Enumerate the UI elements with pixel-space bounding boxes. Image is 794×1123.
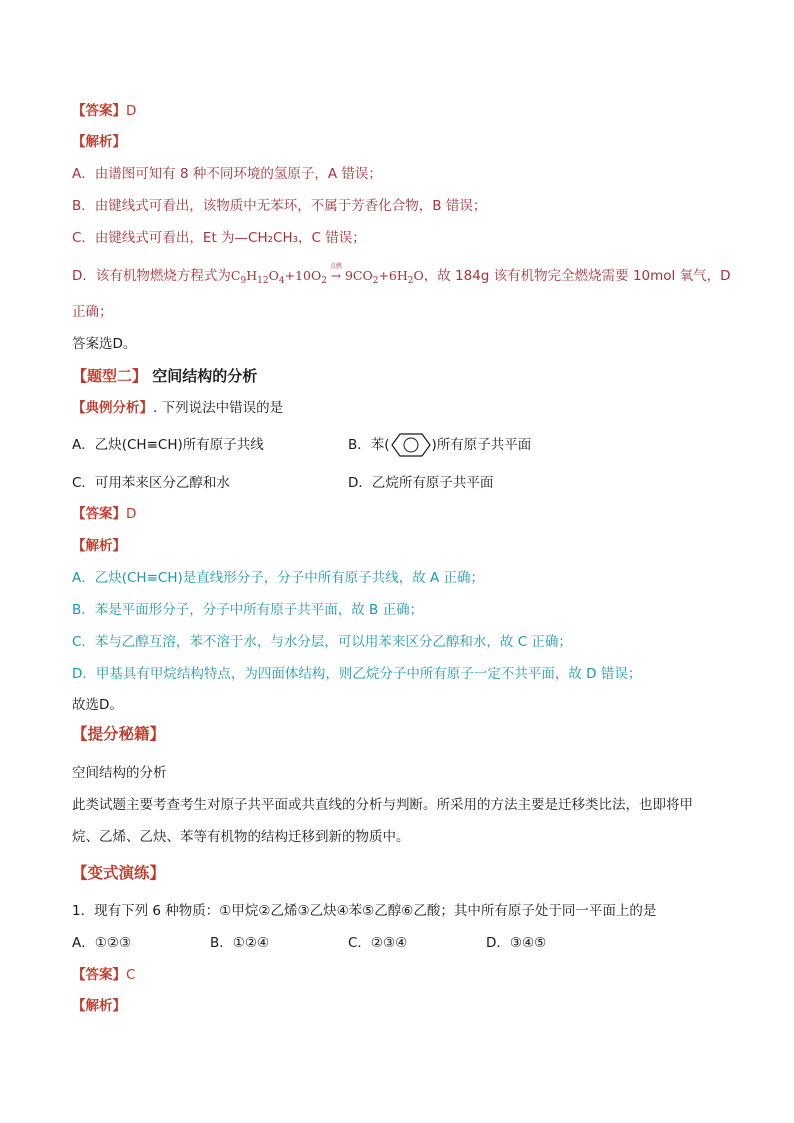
section-title-4: 【变式演练】	[72, 864, 166, 882]
q1-option-d: D．③④⑤	[486, 935, 547, 951]
analysis-line-d: D．该有机物燃烧方程式为$C_9H_{12}O_4+10O_2$ 点燃 → $9CO_2+6H_2O$，故 184g 该有机物完全燃烧需要 10mol 氧气，D	[72, 266, 731, 291]
option-d: D．乙烷所有原子共平面	[348, 475, 494, 491]
analysis2-line-c: C．苯与乙醇互溶，苯不溶于水，与水分层，可以用苯来区分乙醇和水，故 C 正确；	[72, 634, 572, 650]
analysis2-line-a: A．乙炔(CH≡CH)是直线形分子，分子中所有原子共线，故 A 正确；	[72, 570, 485, 586]
analysis-line-c: C．由键线式可看出，Et 为—CH₂CH₃，C 错误；	[72, 230, 366, 246]
option-b: B．苯( )所有原子共平面	[348, 432, 531, 458]
answer-value: D	[126, 103, 137, 119]
reaction-condition: 点燃	[329, 263, 342, 270]
conclusion-2: 故选D。	[72, 697, 123, 713]
example-line: 【典例分析】. 下列说法中错误的是	[72, 400, 284, 416]
conclusion-1: 答案选D。	[72, 336, 137, 352]
question-1: 1．现有下列 6 种物质：①甲烷②乙烯③乙炔④苯⑤乙醇⑥乙酸；其中所有原子处于同一平面上的是	[72, 903, 657, 919]
analysis-tag-3: 【解析】	[72, 998, 126, 1014]
answer-tag: 【答案】	[72, 103, 126, 119]
analysis-line-b: B．由键线式可看出，该物质中无苯环，不属于芳香化合物，B 错误；	[72, 198, 487, 214]
section-title-2: 【题型二】 空间结构的分析	[72, 367, 258, 385]
q1-option-c: C．②③④	[348, 935, 408, 951]
analysis-line-d-cont: 正确；	[72, 304, 113, 320]
reaction-arrow: 点燃 →	[327, 266, 345, 286]
q1-option-a: A．①②③	[72, 935, 132, 951]
analysis2-line-d: D．甲基具有甲烷结构特点，为四面体结构，则乙烷分子中所有原子一定不共平面，故 D 错误；	[72, 666, 642, 682]
analysis-tag-2: 【解析】	[72, 538, 126, 554]
tips-para-2: 烷、乙烯、乙炔、苯等有机物的结构迁移到新的物质中。	[72, 829, 410, 845]
option-c: C．可用苯来区分乙醇和水	[72, 475, 230, 491]
tips-subtitle: 空间结构的分析	[72, 765, 167, 781]
analysis-line-a: A．由谱图可知有 8 种不同环境的氢原子，A 错误；	[72, 166, 382, 182]
combustion-equation: $C_9H_{12}O_4+10O_2$ 点燃 → $9CO_2+6H_2O$	[231, 268, 424, 283]
answer-line-2: 【答案】D	[72, 506, 137, 522]
answer-line-3: 【答案】C	[72, 967, 136, 983]
analysis2-line-b: B．苯是平面形分子，分子中所有原子共平面，故 B 正确；	[72, 602, 424, 618]
answer-line-1	[72, 101, 136, 121]
benzene-ring-icon	[390, 432, 432, 458]
q1-option-b: B．①②④	[210, 935, 270, 951]
analysis-tag-1: 【解析】	[72, 134, 126, 150]
tips-para-1: 此类试题主要考查考生对原子共平面或共直线的分析与判断。所采用的方法主要是迁移类比法，也即将甲	[72, 797, 693, 813]
section-title-3: 【提分秘籍】	[72, 725, 166, 743]
option-a: A．乙炔(CH≡CH)所有原子共线	[72, 437, 264, 453]
